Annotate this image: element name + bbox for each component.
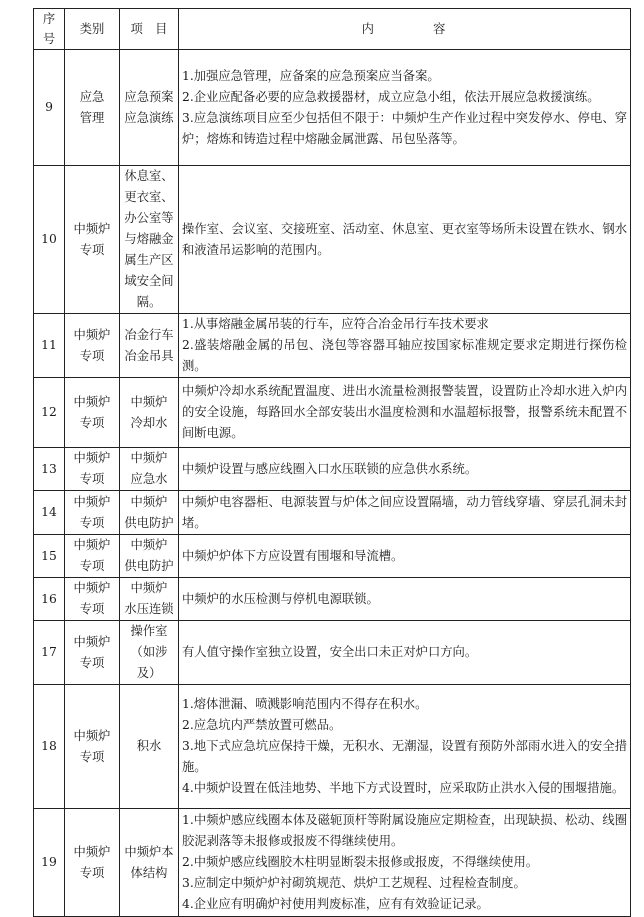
row-item <box>120 535 179 578</box>
row-number: 19 <box>34 809 65 917</box>
row-category-line: 中频炉 <box>73 728 111 743</box>
table-body <box>34 50 631 917</box>
row-number: 11 <box>34 314 65 378</box>
row-category-line: 中频炉 <box>73 221 111 236</box>
row-item-line: 冷却水 <box>130 415 168 430</box>
row-item-line: 中频炉本 <box>124 844 174 859</box>
row-content-line: 操作室、会议室、交接班室、活动室、休息室、更衣室等场所未设置在铁水、钢水和液渣吊运影响的范围内。 <box>182 221 627 257</box>
row-category-line: 中频炉 <box>73 327 111 342</box>
row-content-line: 2.中频炉感应线圈胶木柱明显断裂未报修或报废，不得继续使用。 <box>182 855 539 869</box>
row-category-line: 专项 <box>79 472 105 486</box>
row-item <box>120 685 179 809</box>
row-category-line: 中频炉 <box>73 494 111 509</box>
row-category-line: 专项 <box>79 415 105 430</box>
row-content-line: 3.地下式应急坑应保持干燥，无积水、无潮湿，设置有预防外部雨水进入的安全措施。 <box>182 739 627 774</box>
row-category-line: 专项 <box>79 602 105 616</box>
table-row <box>34 448 631 491</box>
row-category <box>65 621 120 685</box>
row-item-line: 应急预案 <box>124 89 174 104</box>
row-item-line: 应急演练 <box>124 110 174 125</box>
row-item-line: 应急水 <box>130 472 168 486</box>
row-content <box>179 314 631 378</box>
row-number: 13 <box>34 448 65 491</box>
row-category <box>65 314 120 378</box>
row-item-line: 供电防护 <box>124 559 174 573</box>
row-number: 18 <box>34 685 65 809</box>
table-row <box>34 378 631 448</box>
row-content <box>179 578 631 621</box>
row-item <box>120 578 179 621</box>
row-content-line: 中频炉的水压检测与停机电源联锁。 <box>182 591 379 606</box>
row-item-line: 积水 <box>136 739 162 753</box>
row-content-line: 有人值守操作室独立设置，安全出口未正对炉口方向。 <box>182 645 478 659</box>
row-item <box>120 314 179 378</box>
row-content-line: 3.应制定中频炉炉衬砌筑规范、烘炉工艺规程、过程检查制度。 <box>182 876 526 890</box>
row-number: 14 <box>34 491 65 535</box>
row-category <box>65 491 120 535</box>
row-item <box>120 50 179 166</box>
row-item-line: （如涉及） <box>130 645 168 680</box>
row-item <box>120 621 179 685</box>
header-content: 内 容 <box>179 9 631 50</box>
row-content-line: 中频炉冷却水系统配置温度、进出水流量检测报警装置，设置防止冷却水进入炉内的安全设施，每路回水全部安装出水温度检测和水温超标报警，报警系统未配置不间断电源。 <box>182 384 627 440</box>
row-item-line: 中频炉 <box>130 538 168 552</box>
table-row <box>34 535 631 578</box>
row-content-line: 3.应急演练项目应至少包括但不限于：中频炉生产作业过程中突发停水、停电、穿炉；熔炼和铸造过程中熔融金属泄露、吊包坠落等。 <box>182 110 627 146</box>
row-content-line: 2.盛装熔融金属的吊包、浇包等容器耳轴应按国家标准规定要求定期进行探伤检测。 <box>182 338 627 373</box>
row-item-line: 中频炉 <box>130 581 168 595</box>
row-category <box>65 535 120 578</box>
row-category-line: 管理 <box>79 110 105 125</box>
row-item <box>120 448 179 491</box>
row-category <box>65 378 120 448</box>
row-category-line: 专项 <box>79 865 105 880</box>
row-item-line: 冶金吊具 <box>124 348 174 363</box>
table-row <box>34 685 631 809</box>
row-item-line: 冶金行车 <box>124 327 174 342</box>
row-item-line: 中频炉 <box>130 394 168 409</box>
table-row <box>34 578 631 621</box>
header-category: 类别 <box>65 9 120 50</box>
table-row <box>34 166 631 314</box>
safety-inspection-table <box>33 8 631 917</box>
row-item-line: 属生产区 <box>124 253 174 267</box>
row-category <box>65 50 120 166</box>
row-content <box>179 378 631 448</box>
row-item <box>120 166 179 314</box>
row-content-line: 4.企业应有明确炉衬使用判废标准，应有有效验证记录。 <box>182 897 489 911</box>
row-item-line: 隔。 <box>136 295 162 309</box>
row-content <box>179 535 631 578</box>
row-item-line: 中频炉 <box>130 494 168 509</box>
row-content <box>179 448 631 491</box>
table-header-row <box>34 9 631 50</box>
row-content <box>179 621 631 685</box>
table-row <box>34 50 631 166</box>
row-category-line: 中频炉 <box>73 581 111 595</box>
row-category <box>65 578 120 621</box>
row-content <box>179 166 631 314</box>
row-number: 12 <box>34 378 65 448</box>
row-content-line: 中频炉电容器柜、电源装置与炉体之间应设置隔墙，动力管线穿墙、穿层孔洞未封堵。 <box>182 494 627 530</box>
row-number: 9 <box>34 50 65 166</box>
table-row <box>34 314 631 378</box>
row-category-line: 专项 <box>79 348 105 363</box>
row-category-line: 应急 <box>79 89 105 104</box>
row-category <box>65 685 120 809</box>
row-category-line: 专项 <box>79 515 105 530</box>
row-content-line: 中频炉炉体下方应设置有围堰和导流槽。 <box>182 548 404 563</box>
row-content-line: 2.应急坑内严禁放置可燃品。 <box>182 718 342 732</box>
table-row <box>34 621 631 685</box>
row-number: 15 <box>34 535 65 578</box>
row-category <box>65 448 120 491</box>
row-category-line: 中频炉 <box>73 844 111 859</box>
row-item-line: 与熔融金 <box>124 232 174 246</box>
header-item: 项 目 <box>120 9 179 50</box>
row-content <box>179 50 631 166</box>
row-item-line: 水压连锁 <box>124 602 174 616</box>
row-content-line: 2.企业应配备必要的应急救援器材，成立应急小组，依法开展应急救援演练。 <box>182 89 600 104</box>
row-item-line: 休息室、 <box>124 169 174 183</box>
row-content-line: 1.熔体泄漏、喷溅影响范围内不得存在积水。 <box>182 697 428 711</box>
row-item <box>120 378 179 448</box>
row-item-line: 办公室等 <box>124 211 174 225</box>
document-page <box>33 8 630 917</box>
row-content-line: 4.中频炉设置在低洼地势、半地下方式设置时，应采取防止洪水入侵的围堰措施。 <box>182 781 625 795</box>
row-item <box>120 491 179 535</box>
row-item-line: 域安全间 <box>124 274 174 288</box>
table-row <box>34 491 631 535</box>
row-category-line: 中频炉 <box>73 451 111 465</box>
row-item-line: 体结构 <box>130 865 168 880</box>
row-category-line: 专项 <box>79 655 105 670</box>
row-content-line: 中频炉设置与感应线圈入口水压联锁的应急供水系统。 <box>182 461 478 476</box>
row-category <box>65 166 120 314</box>
row-category-line: 中频炉 <box>73 538 111 552</box>
row-number: 17 <box>34 621 65 685</box>
row-category-line: 专项 <box>79 749 105 764</box>
row-number: 16 <box>34 578 65 621</box>
header-no: 序号 <box>34 9 65 50</box>
row-content <box>179 685 631 809</box>
row-item-line: 中频炉 <box>130 451 168 465</box>
row-content-line: 1.加强应急管理，应备案的应急预案应当备案。 <box>182 68 440 83</box>
row-item-line: 更衣室、 <box>124 190 174 204</box>
row-category-line: 中频炉 <box>73 634 111 649</box>
row-item-line: 供电防护 <box>124 515 174 530</box>
row-category-line: 专项 <box>79 559 105 573</box>
row-category-line: 专项 <box>79 242 105 257</box>
row-item-line: 操作室 <box>130 624 168 638</box>
row-number: 10 <box>34 166 65 314</box>
row-content-line: 1.中频炉感应线圈本体及磁轭顶杆等附属设施应定期检查，出现缺损、松动、线圈胶泥剥落等未报修或报废不得继续使用。 <box>182 813 627 848</box>
row-category-line: 中频炉 <box>73 394 111 409</box>
row-content-line: 1.从事熔融金属吊装的行车，应符合冶金吊行车技术要求 <box>182 317 489 331</box>
row-content <box>179 491 631 535</box>
